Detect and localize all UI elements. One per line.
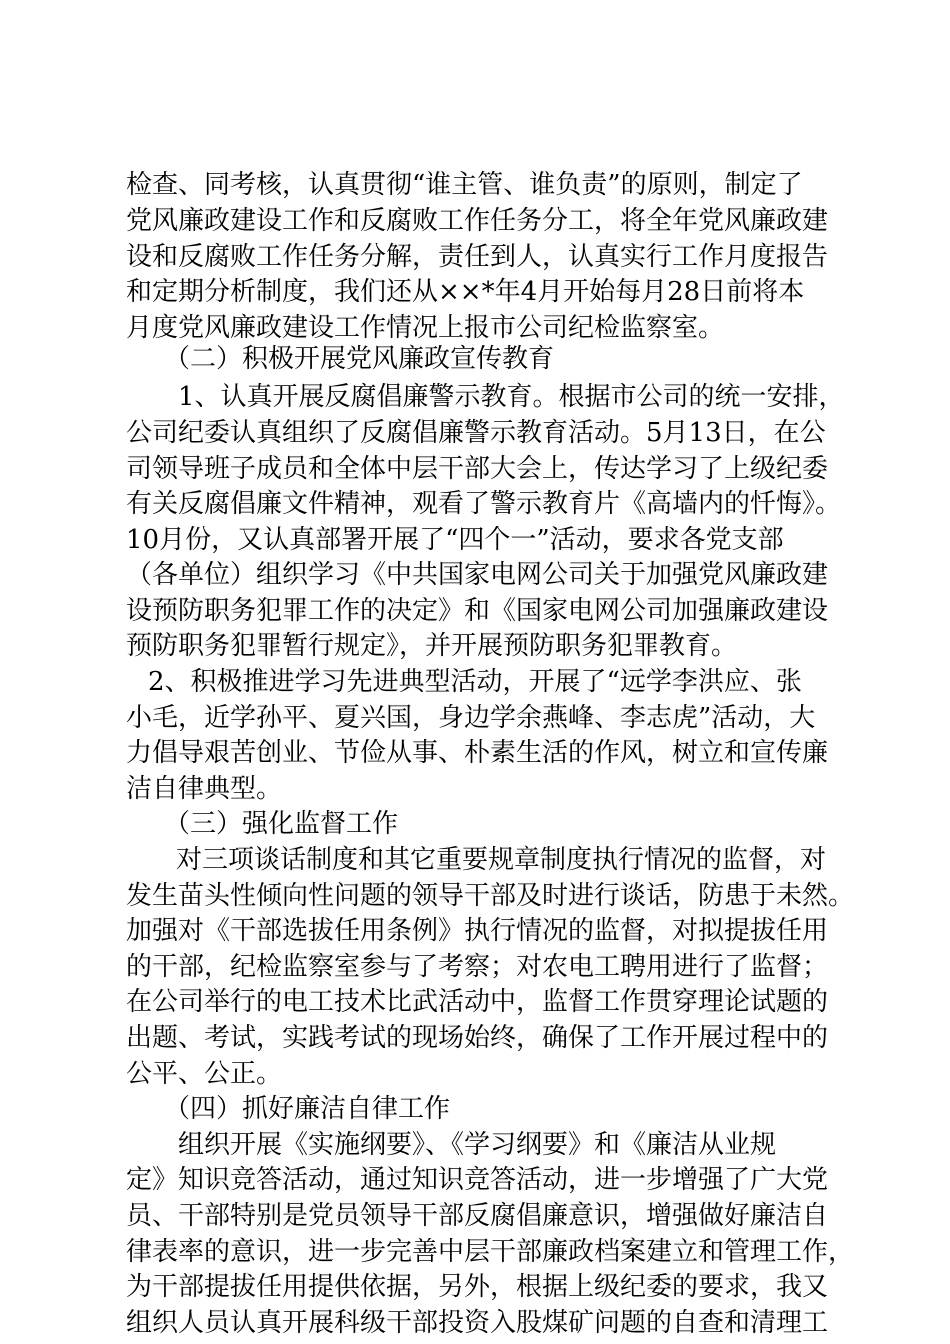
text-line: 洁自律典型。 xyxy=(126,774,283,804)
text-line: 公平、公正。 xyxy=(126,1059,283,1089)
section-heading: （三）强化监督工作 xyxy=(164,809,399,839)
text-line: 的干部，纪检监察室参与了考察；对农电工聘用进行了监督； xyxy=(126,952,829,982)
text-line: 为干部提拔任用提供依据，另外，根据上级纪委的要求，我又 xyxy=(126,1272,829,1302)
text-line: 出题、考试，实践考试的现场始终，确保了工作开展过程中的 xyxy=(126,1023,829,1053)
text-line: 2、积极推进学习先进典型活动，开展了“远学李洪应、张 xyxy=(148,667,802,697)
text-line: 1、认真开展反腐倡廉警示教育。根据市公司的统一安排， xyxy=(178,382,845,412)
text-line: 组织人员认真开展科级干部投资入股煤矿问题的自查和清理工 xyxy=(126,1308,829,1338)
text-line: 员、干部特别是党员领导干部反腐倡廉意识，增强做好廉洁自 xyxy=(126,1201,829,1231)
text-line: 预防职务犯罪暂行规定》，并开展预防职务犯罪教育。 xyxy=(126,631,738,661)
text-line: 有关反腐倡廉文件精神，观看了警示教育片《高墙内的忏悔》。 xyxy=(126,489,842,519)
text-line: 月度党风廉政建设工作情况上报市公司纪检监察室。 xyxy=(126,313,725,343)
text-line: 检查、同考核，认真贯彻“谁主管、谁负责”的原则，制定了 xyxy=(126,170,803,200)
text-line: 力倡导艰苦创业、节俭从事、朴素生活的作风，树立和宣传廉 xyxy=(126,738,829,768)
text-line: 律表率的意识，进一步完善中层干部廉政档案建立和管理工作， xyxy=(126,1237,855,1267)
text-line: 组织开展《实施纲要》、《学习纲要》和《廉洁从业规 xyxy=(178,1130,777,1160)
text-line: 对三项谈话制度和其它重要规章制度执行情况的监督，对 xyxy=(176,845,827,875)
text-line: 发生苗头性倾向性问题的领导干部及时进行谈话，防患于未然。 xyxy=(126,881,855,911)
text-line: 党风廉政建设工作和反腐败工作任务分工，将全年党风廉政建 xyxy=(126,206,829,236)
text-line: 司领导班子成员和全体中层干部大会上，传达学习了上级纪委 xyxy=(126,454,829,484)
text-line: 加强对《干部选拔任用条例》执行情况的监督，对拟提拔任用 xyxy=(126,916,829,946)
text-line: （各单位）组织学习《中共国家电网公司关于加强党风廉政建 xyxy=(126,560,829,590)
text-line: 小毛，近学孙平、夏兴国，身边学余燕峰、李志虎”活动，大 xyxy=(126,703,816,733)
text-line: 在公司举行的电工技术比武活动中，监督工作贯穿理论试题的 xyxy=(126,987,829,1017)
section-heading: （二）积极开展党风廉政宣传教育 xyxy=(164,344,555,374)
text-line: 设预防职务犯罪工作的决定》和《国家电网公司加强廉政建设 xyxy=(126,596,829,626)
section-heading: （四）抓好廉洁自律工作 xyxy=(164,1094,451,1124)
text-line: 设和反腐败工作任务分解，责任到人，认真实行工作月度报告 xyxy=(126,242,829,272)
text-line: 定》知识竞答活动，通过知识竞答活动，进一步增强了广大党 xyxy=(126,1165,829,1195)
text-line: 10月份，又认真部署开展了“四个一”活动，要求各党支部 xyxy=(126,525,784,555)
text-line: 和定期分析制度，我们还从××*年4月开始每月28日前将本 xyxy=(126,277,805,307)
text-line: 公司纪委认真组织了反腐倡廉警示教育活动。5月13日，在公 xyxy=(126,418,826,448)
